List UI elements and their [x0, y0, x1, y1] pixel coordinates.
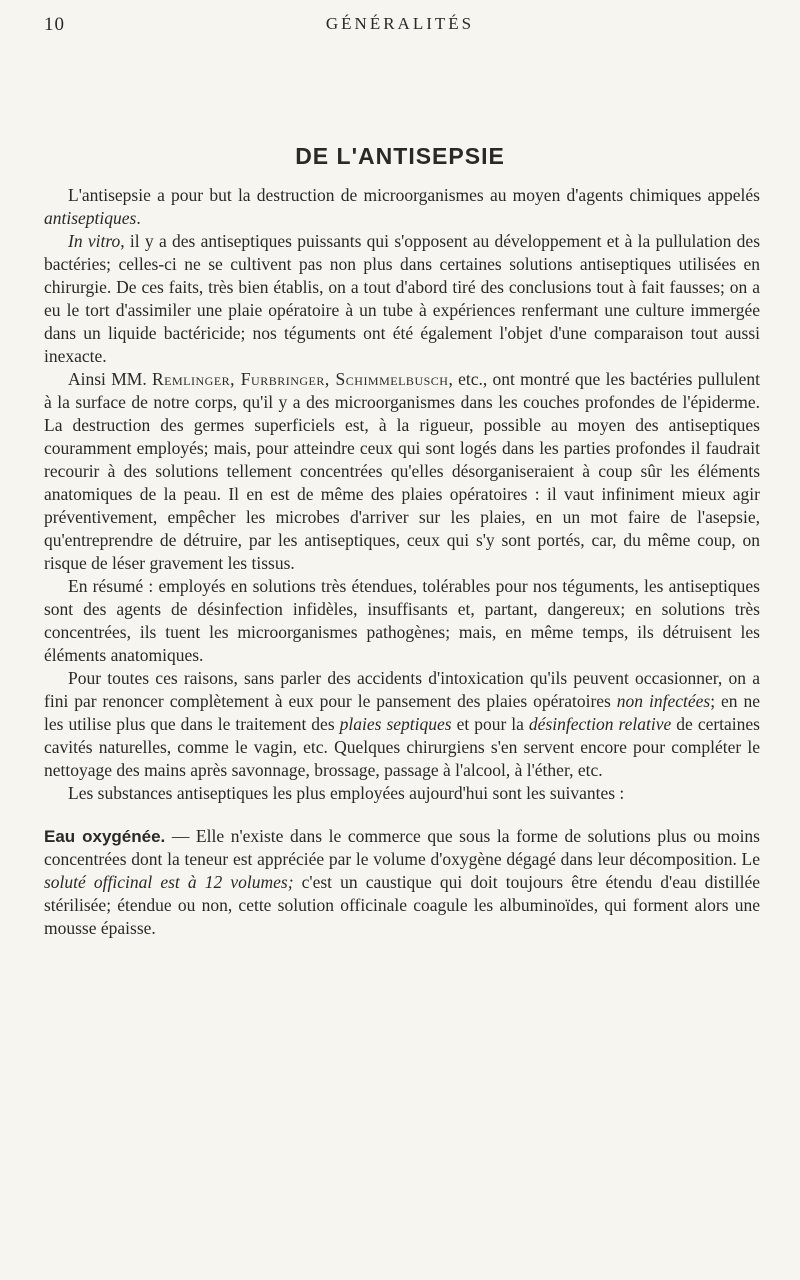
chapter-title: DE L'ANTISEPSIE [295, 143, 505, 169]
paragraph-2: In vitro, il y a des antiseptiques puissants qui s'opposent au développement et à la pullulation des bactéries; celles-ci ne se cultivent pas non plus dans certaines solutions antiseptiques utilisées en chirurgie. De ces faits, très bien établis, on a tout d'abord tiré des conclusions tout à fait fausses; on a eu le tort d'assimiler une plaie opératoire à un tube à expériences renfermant une culture immergée dans un liquide bactéricide; nos téguments ont été également l'objet d'une comparaison tout aussi inexacte. [44, 231, 761, 366]
section-heading-eau-oxygenee: Eau oxygénée. [44, 827, 166, 846]
running-head [0, 14, 800, 40]
paragraph-3: Ainsi MM. Remlinger, Furbringer, Schimmelbusch, etc., ont montré que les bactéries pullulent à la surface de notre corps, qu'il y a des microorganismes dans les couches profondes de l'épiderme. La destruction des germes superficiels est, à la rigueur, possible au moyen des antiseptiques couramment employés; mais, pour atteindre ceux qui sont logés dans les parties profondes il faudrait recourir à des solutions tellement concentrées qu'elles désorganiseraient à coup sûr les éléments anatomiques de la peau. Il en est de même des plaies opératoires : il vaut infiniment mieux agir préventivement, empêcher les microbes d'arriver sur les plaies, en un mot faire de l'asepsie, qu'entreprendre de détruire, par les antiseptiques, ceux qui s'y sont portés, car, du même coup, on risque de léser gravement les tissus. [44, 369, 760, 573]
paragraph-4: En résumé : employés en solutions très étendues, tolérables pour nos téguments, les antiseptiques sont des agents de désinfection infidèles, insuffisants et, partant, dangereux; en solutions très concentrées, ils tuent les microorganismes pathogènes; mais, en même temps, ils détruisent les éléments anatomiques. [44, 576, 760, 665]
paragraph-6: Les substances antiseptiques les plus employées aujourd'hui sont les suivantes : [68, 783, 625, 803]
page-number: 10 [44, 14, 65, 35]
running-title: GÉNÉRALITÉS [325, 14, 475, 33]
paragraph-5: Pour toutes ces raisons, sans parler des accidents d'intoxication qu'ils peuvent occasionner, on a fini par renoncer complètement à eux pour le pansement des plaies opératoires non infectées; en ne les utilise plus que dans le traitement des plaies septiques et pour la désinfection relative de certaines cavités naturelles, comme le vagin, etc. Quelques chirurgiens s'en servent encore pour compléter le nettoyage des mains après savonnage, brossage, passage à l'alcool, à l'éther, etc. [44, 668, 761, 780]
paragraph-7: Eau oxygénée. — Elle n'existe dans le commerce que sous la forme de solutions plus ou moins concentrées dont la teneur est appréciée par le volume d'oxygène dégagé dans leur décomposition. Le soluté officinal est à 12 volumes; c'est un caustique qui doit toujours être étendu d'eau distillée stérilisée; étendue ou non, cette solution officinale coagule les albuminoïdes, qui forment alors une mousse épaisse. [44, 826, 760, 938]
body-text [44, 184, 760, 940]
paragraph-1: L'antisepsie a pour but la destruction de microorganismes au moyen d'agents chimiques appelés antiseptiques. [44, 185, 760, 228]
author-names: Remlinger, Furbringer, Schimmelbusch [151, 369, 449, 389]
